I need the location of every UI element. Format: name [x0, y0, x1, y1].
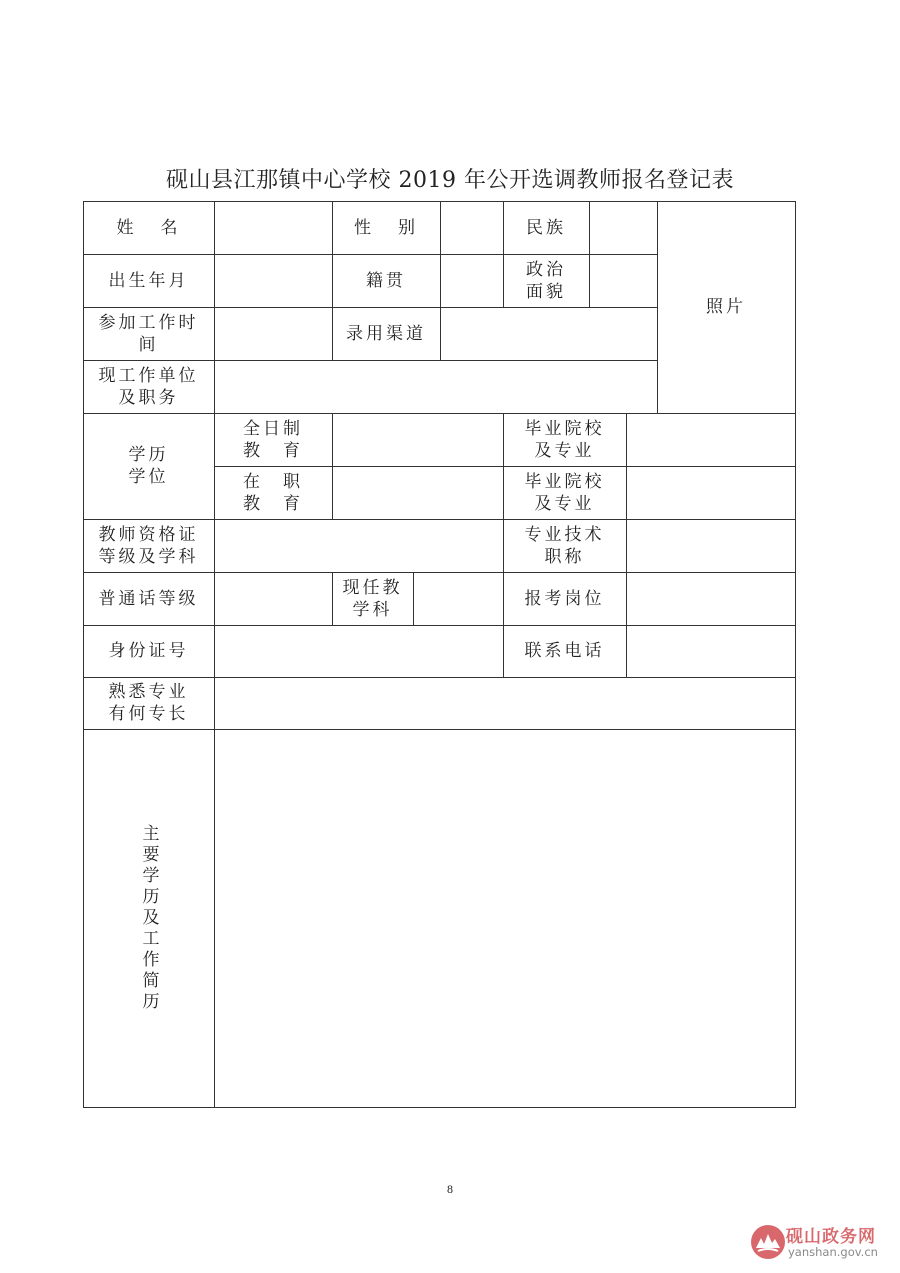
graduate-school-field-inservice[interactable]: [626, 466, 795, 519]
label-line: 毕业院校: [524, 471, 605, 492]
hire-channel-label: 录用渠道: [346, 323, 426, 344]
label-line: 教 育: [243, 493, 303, 514]
applied-post-label: 报考岗位: [524, 588, 605, 609]
logo-url: yanshan.gov.cn: [788, 1245, 878, 1259]
birth-label: 出生年月: [108, 270, 189, 291]
label-line: 政治: [526, 259, 566, 280]
label-line: 毕业院校: [524, 418, 605, 439]
label-line: 职称: [544, 546, 585, 567]
current-unit-label: [83, 360, 214, 413]
tech-title-label: [503, 519, 626, 572]
resume-field[interactable]: [214, 729, 795, 1107]
tech-title-field[interactable]: [626, 519, 795, 572]
label-line: 学科: [352, 599, 393, 620]
gender-field[interactable]: [440, 201, 503, 254]
education-label: [83, 413, 214, 519]
specialty-field[interactable]: [214, 677, 795, 729]
mandarin-field[interactable]: [214, 572, 332, 625]
current-unit-field[interactable]: [214, 360, 657, 413]
work-start-label: [83, 307, 214, 360]
label-char: 性: [354, 217, 374, 238]
name-field[interactable]: [214, 201, 332, 254]
label-line: 等级及学科: [98, 546, 199, 567]
fulltime-education-field[interactable]: [332, 413, 503, 466]
mountain-logo-icon: [750, 1224, 786, 1260]
id-number-field[interactable]: [214, 625, 503, 677]
current-subject-field[interactable]: [413, 572, 503, 625]
label-char: 名: [160, 217, 181, 238]
page-number: 8: [447, 1182, 453, 1196]
label-line: 教师资格证: [98, 524, 199, 545]
label-line: 参加工作时: [98, 312, 199, 333]
label-char: 别: [398, 217, 418, 238]
graduate-school-field-fulltime[interactable]: [626, 413, 795, 466]
label-line: 全日制: [243, 418, 303, 439]
resume-label-text: 主要学历及工作简历: [138, 823, 159, 1013]
ethnicity-label: 民族: [526, 217, 566, 238]
label-line: 教 育: [243, 440, 303, 461]
label-char: 姓: [116, 217, 137, 238]
native-place-label: 籍贯: [366, 270, 406, 291]
label-line: 及专业: [534, 440, 595, 461]
mandarin-label: 普通话等级: [98, 588, 199, 609]
graduate-school-label-fulltime: [503, 413, 626, 466]
native-place-field[interactable]: [440, 254, 503, 307]
hire-channel-field[interactable]: [440, 307, 657, 360]
label-line: 在 职: [243, 471, 303, 492]
political-status-label: [503, 254, 589, 307]
photo-box: 照片: [706, 297, 746, 317]
work-start-field[interactable]: [214, 307, 332, 360]
name-label: [83, 201, 214, 254]
inservice-education-label: [214, 466, 332, 519]
inservice-education-field[interactable]: [332, 466, 503, 519]
label-line: 面貌: [526, 281, 566, 302]
label-line: 间: [138, 334, 159, 355]
table-border-right: [795, 201, 796, 1108]
label-line: 专业技术: [524, 524, 605, 545]
political-status-field[interactable]: [589, 254, 657, 307]
gender-label: [332, 201, 440, 254]
teacher-cert-field[interactable]: [214, 519, 503, 572]
ethnicity-field[interactable]: [589, 201, 657, 254]
current-subject-label: [332, 572, 413, 625]
applied-post-field[interactable]: [626, 572, 795, 625]
label-line: 有何专长: [108, 704, 189, 724]
label-line: 学历: [128, 445, 169, 465]
birth-field[interactable]: [214, 254, 332, 307]
label-line: 学位: [128, 467, 169, 487]
specialty-label: [83, 677, 214, 729]
logo-name: 砚山政务网: [786, 1227, 876, 1247]
document-title: 砚山县江那镇中心学校 2019 年公开选调教师报名登记表: [166, 168, 734, 193]
label-line: 及专业: [534, 493, 595, 514]
fulltime-education-label: [214, 413, 332, 466]
table-border-bottom: [83, 1107, 796, 1108]
label-line: 及职务: [118, 387, 179, 408]
label-line: 熟悉专业: [108, 682, 189, 702]
label-line: 现工作单位: [98, 365, 199, 386]
footer-logo[interactable]: [750, 1220, 900, 1265]
label-line: 现任教: [342, 577, 403, 598]
id-number-label: 身份证号: [108, 641, 189, 661]
phone-label: 联系电话: [524, 641, 605, 661]
phone-field[interactable]: [626, 625, 795, 677]
resume-label: [83, 729, 214, 1107]
graduate-school-label-inservice: [503, 466, 626, 519]
teacher-cert-label: [83, 519, 214, 572]
